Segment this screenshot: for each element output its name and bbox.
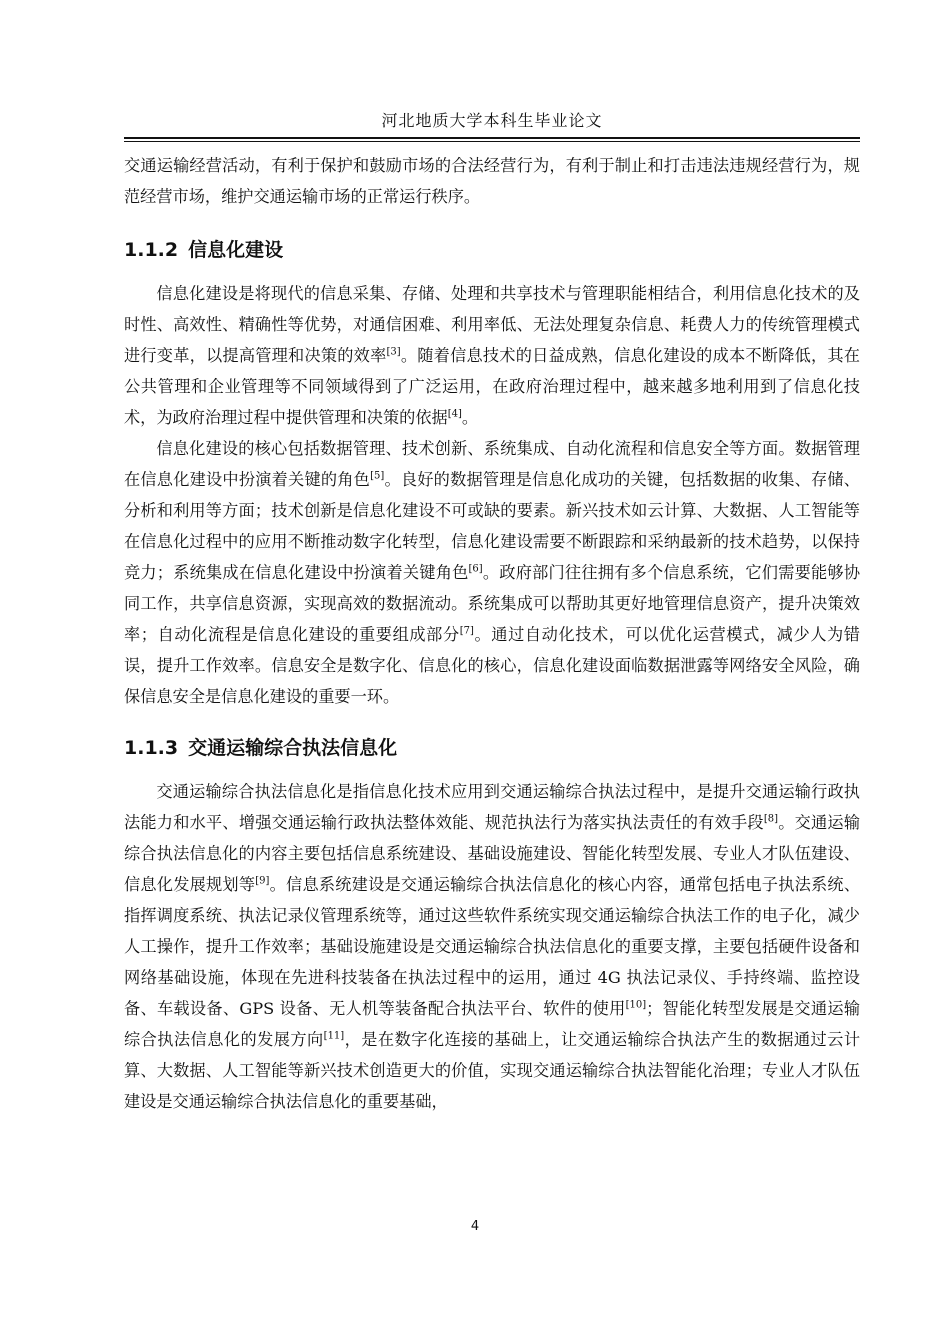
citation: [3] (386, 346, 401, 358)
section-heading-1-1-3 (124, 734, 860, 762)
paragraph (124, 776, 860, 1117)
text-run: 。信息系统建设是交通运输综合执法信息化的核心内容，通常包括电子执法系统、指挥调度系统、执法记录仪管理系统等，通过这些软件系统实现交通运输综合执法工作的电子化，减少人工操作，提升工作效率；基础设施建设是交通运输综合执法信息化的重要支撑，主要包括硬件设备和网络基础设施，体现在先进科技装备在执法过程中的运用，通过 4G 执法记录仪、手持终端、监控设备、车载设备、GPS 设备、无人机等装备配合执法平台、软件的使用 (124, 875, 861, 1018)
text-run: 信息化建设的核心包括数据管理、技术创新、系统集成、自动化流程和信息安全等方面。数据管理在信息化建设中扮演着关键的角色 (124, 439, 860, 489)
section-title: 交通运输综合执法信息化 (188, 737, 398, 759)
citation: [4] (447, 408, 462, 420)
text-run: 。随着信息技术的日益成熟，信息化建设的成本不断降低，其在公共管理和企业管理等不同领域得到了广泛运用，在政府治理过程中，越来越多地利用到了信息化技术，为政府治理过程中提供管理和决策的依据 (124, 346, 860, 427)
text-run: 。 (461, 408, 479, 427)
text-run: ；智能化转型发展是交通运输综合执法信息化的发展方向 (124, 999, 861, 1049)
section-number: 1.1.3 (124, 737, 179, 759)
running-header: 河北地质大学本科生毕业论文 (381, 111, 603, 130)
citation: [6] (468, 563, 483, 575)
paragraph (124, 433, 860, 712)
citation: [5] (370, 470, 385, 482)
citation: [10] (625, 999, 647, 1011)
citation: [9] (255, 875, 270, 887)
paragraph-continuation: 交通运输经营活动，有利于保护和鼓励市场的合法经营行为，有利于制止和打击违法违规经营行为，规范经营市场，维护交通运输市场的正常运行秩序。 (124, 156, 860, 206)
section-number: 1.1.2 (124, 239, 179, 261)
text-run: 信息化建设是将现代的信息采集、存储、处理和共享技术与管理职能相结合，利用信息化技术的及时性、高效性、精确性等优势，对通信困难、利用率低、无法处理复杂信息、耗费人力的传统管理模式进行变革，以提高管理和决策的效率 (124, 284, 860, 365)
text-run: 交通运输综合执法信息化是指信息化技术应用到交通运输综合执法过程中，是提升交通运输行政执法能力和水平、增强交通运输行政执法整体效能、规范执法行为落实执法责任的有效手段 (124, 782, 860, 832)
citation: [11] (323, 1030, 345, 1042)
text-run: 。通过自动化技术，可以优化运营模式，减少人为错误，提升工作效率。信息安全是数字化、信息化的核心，信息化建设面临数据泄露等网络安全风险，确保信息安全是信息化建设的重要一环。 (124, 625, 860, 706)
header-rule (124, 137, 860, 139)
text-run: ，是在数字化连接的基础上，让交通运输综合执法产生的数据通过云计算、大数据、人工智能等新兴技术创造更大的价值，实现交通运输综合执法智能化治理；专业人才队伍建设是交通运输综合执法信息化的重要基础， (124, 1030, 861, 1111)
header-rule-secondary (124, 141, 860, 142)
text-run: 。交通运输综合执法信息化的内容主要包括信息系统建设、基础设施建设、智能化转型发展、专业人才队伍建设、信息化发展规划等 (124, 813, 861, 894)
page-number: 4 (470, 1219, 480, 1234)
citation: [7] (459, 625, 474, 637)
body-text (124, 150, 860, 1117)
section-heading-1-1-2 (124, 236, 860, 264)
paragraph (124, 278, 860, 433)
section-title: 信息化建设 (188, 239, 284, 261)
text-run: 。政府部门往往拥有多个信息系统，它们需要能够协同工作，共享信息资源，实现高效的数据流动。系统集成可以帮助其更好地管理信息资产，提升决策效率；自动化流程是信息化建设的重要组成部分 (124, 563, 861, 644)
citation: [8] (763, 813, 778, 825)
text-run: 。良好的数据管理是信息化成功的关键，包括数据的收集、存储、分析和利用等方面；技术创新是信息化建设不可或缺的要素。新兴技术如云计算、大数据、人工智能等在信息化过程中的应用不断推动数字化转型，信息化建设需要不断跟踪和采纳最新的技术趋势，以保持竞力；系统集成在信息化建设中扮演着关键角色 (124, 470, 860, 582)
